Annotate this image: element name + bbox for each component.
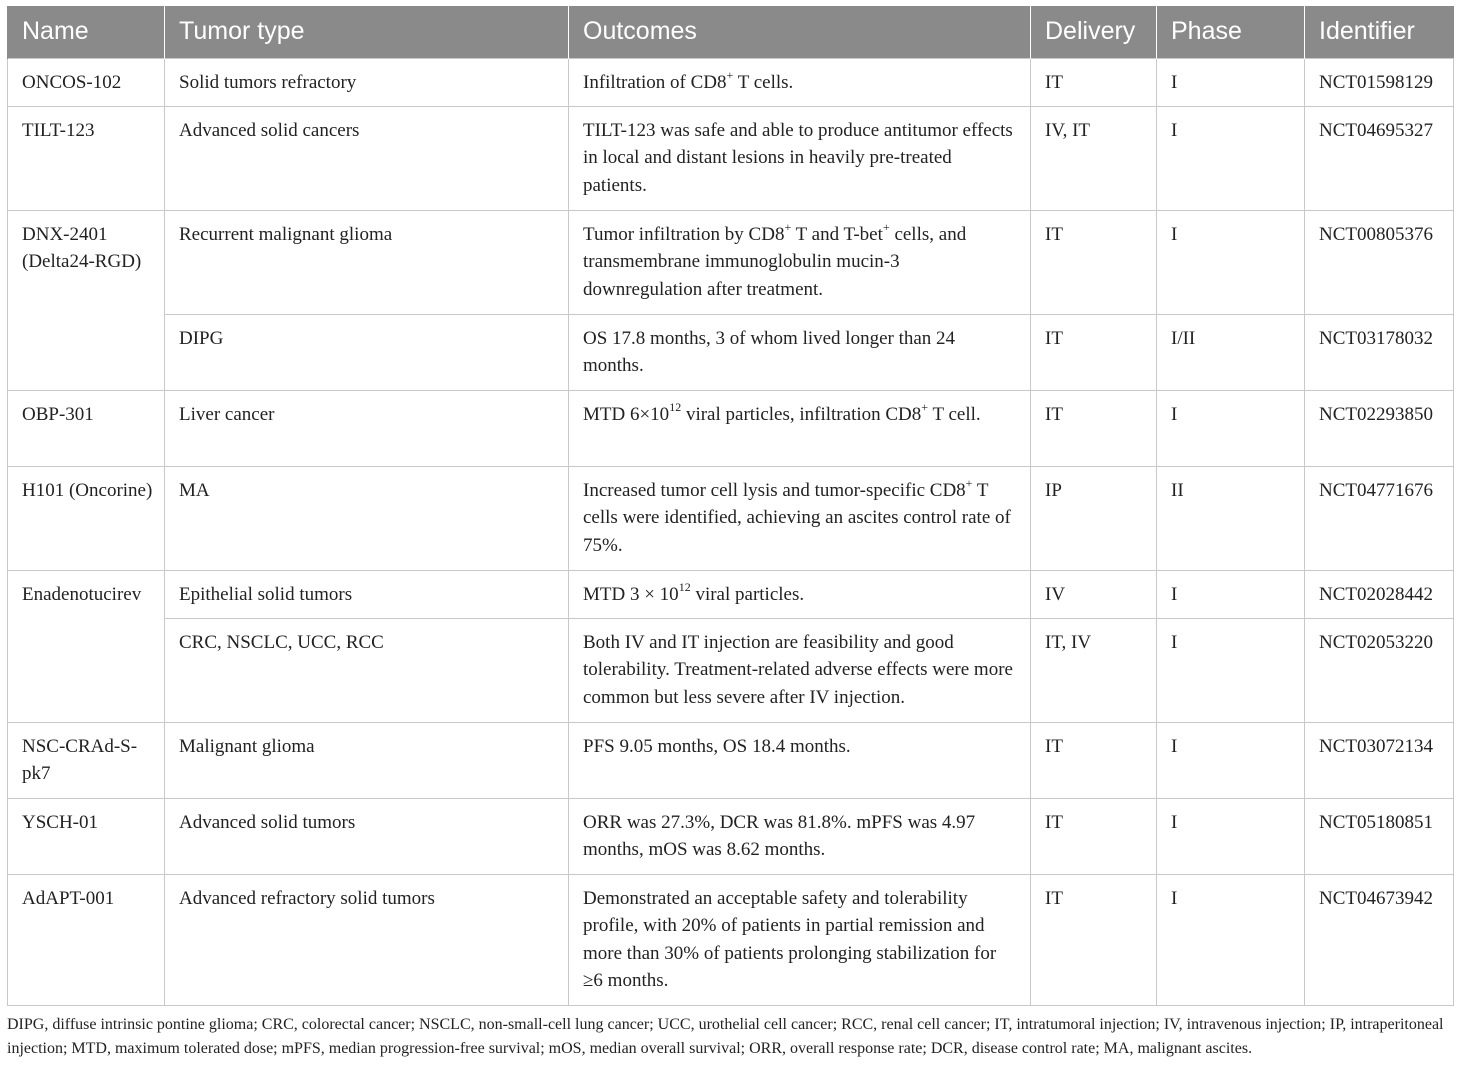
table-row (8, 314, 1454, 390)
phase-cell: I (1157, 570, 1305, 618)
table-row (8, 58, 1454, 106)
phase-cell: I (1157, 106, 1305, 210)
outcome-text: ORR was 27.3%, DCR was 81.8%. mPFS was 4.97 months, mOS was 8.62 months. (583, 811, 976, 860)
outcome-text: Increased tumor cell lysis and tumor-specific CD8 (583, 479, 966, 501)
delivery-cell: IV, IT (1031, 106, 1157, 210)
superscript: 12 (678, 580, 691, 595)
table-row (8, 570, 1454, 618)
name-cell: H101 (Oncorine) (8, 466, 165, 570)
outcome-text: Infiltration of CD8 (583, 71, 727, 93)
superscript: + (965, 476, 973, 491)
phase-cell: I (1157, 210, 1305, 314)
outcome-cell (569, 314, 1031, 390)
tumor-type-cell: Advanced solid cancers (165, 106, 569, 210)
name-cell: YSCH-01 (8, 798, 165, 874)
outcome-cell (569, 722, 1031, 798)
tumor-type-cell: Epithelial solid tumors (165, 570, 569, 618)
table-footnote: DIPG, diffuse intrinsic pontine glioma; CRC, colorectal cancer; NSCLC, non-small-cell lung cancer; UCC, urothelial cell cancer; RCC, renal cell cancer; IT, intratumoral injection; IV, intravenous injection; IP, intraperitoneal injection; MTD, maximum tolerated dose; mPFS, median progression-free survival; mOS, median overall survival; ORR, overall response rate; DCR, disease control rate; MA, malignant ascites. (7, 1016, 1444, 1057)
delivery-cell: IT (1031, 210, 1157, 314)
header-outcomes: Outcomes (569, 6, 1031, 58)
superscript: + (882, 220, 890, 235)
outcome-text: T cells. (733, 71, 794, 93)
header-name: Name (8, 6, 165, 58)
outcome-cell (569, 570, 1031, 618)
header-phase: Phase (1157, 6, 1305, 58)
identifier-cell: NCT02053220 (1305, 618, 1454, 722)
outcome-text: MTD 3 × 10 (583, 583, 679, 605)
table-row (8, 390, 1454, 466)
outcome-text: Demonstrated an acceptable safety and tolerability profile, with 20% of patients in partial remission and more than 30% of patients prolonging stabilization for ≥6 months. (583, 887, 997, 991)
phase-cell: I (1157, 390, 1305, 466)
outcome-cell (569, 466, 1031, 570)
delivery-cell: IT (1031, 722, 1157, 798)
outcome-text: cells, and transmembrane immunoglobulin mucin-3 downregulation after treatment. (583, 223, 967, 300)
delivery-cell: IT (1031, 390, 1157, 466)
table-row (8, 874, 1454, 1005)
outcome-text: T cells were identified, achieving an ascites control rate of 75%. (583, 479, 1011, 556)
tumor-type-cell: Advanced solid tumors (165, 798, 569, 874)
superscript: + (726, 68, 734, 83)
name-cell: Enadenotucirev (8, 570, 165, 722)
delivery-cell: IT (1031, 58, 1157, 106)
table-row (8, 106, 1454, 210)
outcome-cell (569, 390, 1031, 466)
identifier-cell: NCT04673942 (1305, 874, 1454, 1005)
outcome-text: Tumor infiltration by CD8 (583, 223, 785, 245)
superscript: 12 (669, 400, 682, 415)
outcome-text: viral particles. (690, 583, 805, 605)
superscript: + (921, 400, 929, 415)
tumor-type-cell: CRC, NSCLC, UCC, RCC (165, 618, 569, 722)
delivery-cell: IT (1031, 314, 1157, 390)
outcome-cell (569, 58, 1031, 106)
delivery-cell: IP (1031, 466, 1157, 570)
identifier-cell: NCT04695327 (1305, 106, 1454, 210)
tumor-type-cell: Advanced refractory solid tumors (165, 874, 569, 1005)
name-cell: OBP-301 (8, 390, 165, 466)
identifier-cell: NCT01598129 (1305, 58, 1454, 106)
phase-cell: I (1157, 58, 1305, 106)
tumor-type-cell: Solid tumors refractory (165, 58, 569, 106)
tumor-type-cell: DIPG (165, 314, 569, 390)
tumor-type-cell: MA (165, 466, 569, 570)
outcome-cell (569, 210, 1031, 314)
outcome-cell (569, 618, 1031, 722)
table-header (8, 6, 1454, 58)
outcome-text: Both IV and IT injection are feasibility and good tolerability. Treatment-related adverse effects were more common but less severe after IV injection. (583, 631, 1013, 708)
outcome-text: PFS 9.05 months, OS 18.4 months. (583, 735, 851, 757)
identifier-cell: NCT03178032 (1305, 314, 1454, 390)
phase-cell: I (1157, 618, 1305, 722)
tumor-type-cell: Liver cancer (165, 390, 569, 466)
outcome-cell (569, 874, 1031, 1005)
outcome-text: viral particles, infiltration CD8 (681, 403, 922, 425)
delivery-cell: IT (1031, 874, 1157, 1005)
name-cell: DNX-2401 (Delta24-RGD) (8, 210, 165, 390)
table-row (8, 466, 1454, 570)
phase-cell: I (1157, 874, 1305, 1005)
outcome-cell (569, 798, 1031, 874)
table-body (8, 58, 1454, 1005)
delivery-cell: IT, IV (1031, 618, 1157, 722)
phase-cell: I/II (1157, 314, 1305, 390)
header-row (8, 6, 1454, 58)
name-cell: NSC-CRAd-S-pk7 (8, 722, 165, 798)
identifier-cell: NCT02028442 (1305, 570, 1454, 618)
clinical-trials-table (7, 6, 1454, 1006)
header-identifier: Identifier (1305, 6, 1454, 58)
table-row (8, 798, 1454, 874)
table-container (7, 6, 1453, 1006)
header-tumor-type: Tumor type (165, 6, 569, 58)
delivery-cell: IT (1031, 798, 1157, 874)
identifier-cell: NCT00805376 (1305, 210, 1454, 314)
phase-cell: II (1157, 466, 1305, 570)
outcome-cell (569, 106, 1031, 210)
superscript: + (784, 220, 792, 235)
phase-cell: I (1157, 722, 1305, 798)
name-cell: TILT-123 (8, 106, 165, 210)
identifier-cell: NCT02293850 (1305, 390, 1454, 466)
outcome-text: OS 17.8 months, 3 of whom lived longer than 24 months. (583, 327, 956, 376)
outcome-text: T and T-bet (791, 223, 883, 245)
name-cell: ONCOS-102 (8, 58, 165, 106)
tumor-type-cell: Recurrent malignant glioma (165, 210, 569, 314)
table-row (8, 210, 1454, 314)
header-delivery: Delivery (1031, 6, 1157, 58)
outcome-text: T cell. (928, 403, 981, 425)
phase-cell: I (1157, 798, 1305, 874)
identifier-cell: NCT04771676 (1305, 466, 1454, 570)
name-cell: AdAPT-001 (8, 874, 165, 1005)
outcome-text: MTD 6×10 (583, 403, 670, 425)
identifier-cell: NCT05180851 (1305, 798, 1454, 874)
table-row (8, 722, 1454, 798)
identifier-cell: NCT03072134 (1305, 722, 1454, 798)
outcome-text: TILT-123 was safe and able to produce antitumor effects in local and distant lesions in heavily pre-treated patients. (583, 119, 1013, 196)
delivery-cell: IV (1031, 570, 1157, 618)
tumor-type-cell: Malignant glioma (165, 722, 569, 798)
table-row (8, 618, 1454, 722)
